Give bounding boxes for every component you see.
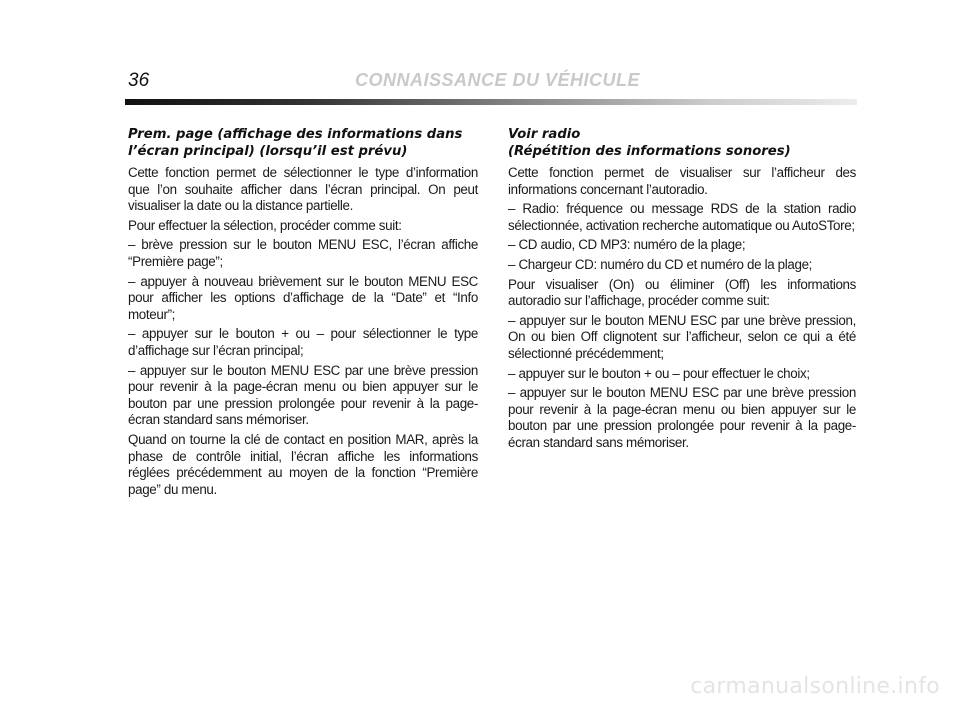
heading-line: (Répétition des informations sonores) xyxy=(508,144,791,159)
paragraph: Pour visualiser (On) ou éliminer (Off) les informations autoradio sur l’affichage, procéder comme suit: xyxy=(508,276,856,309)
section-heading-voir-radio xyxy=(508,126,856,160)
paragraph: Cette fonction permet de visualiser sur l’afficheur des informations concernant l’autoradio. xyxy=(508,165,856,197)
watermark: carmanualsonline.info xyxy=(690,674,940,699)
paragraph: – appuyer sur le bouton + ou – pour sélectionner le type d’affichage sur l’écran principal; xyxy=(128,326,478,358)
paragraph: – appuyer à nouveau brièvement sur le bouton MENU ESC pour afficher les options d’affichage de la “Date” et “Info moteur”; xyxy=(128,273,478,322)
header-rule xyxy=(125,99,857,105)
heading-line: Prem. page (affichage des informations dans xyxy=(128,127,463,142)
paragraph: – CD audio, CD MP3: numéro de la plage; xyxy=(508,237,746,253)
running-title: CONNAISSANCE DU VÉHICULE xyxy=(355,70,641,90)
paragraph: – appuyer sur le bouton MENU ESC par une brève pression, On ou bien Off clignotent sur l’afficheur, selon ce qui a été sélectionné précédemment; xyxy=(508,312,856,361)
page-number: 36 xyxy=(128,70,150,91)
paragraph: – appuyer sur le bouton MENU ESC par une brève pression pour revenir à la page-écran menu ou bien appuyer sur le bouton par une pression prolongée pour revenir à la page-écran standard sans mémoriser. xyxy=(128,362,478,428)
left-column xyxy=(128,126,478,501)
right-column xyxy=(508,126,856,455)
section-heading-prem-page xyxy=(128,126,478,160)
paragraph: – Chargeur CD: numéro du CD et numéro de la plage; xyxy=(508,256,813,272)
paragraph: – appuyer sur le bouton MENU ESC par une brève pression pour revenir à la page-écran menu ou bien appuyer sur le bouton par une pression prolongée pour revenir à la page-écran standard sans mémoriser. xyxy=(508,385,856,450)
paragraph: Pour effectuer la sélection, procéder comme suit: xyxy=(128,217,402,233)
paragraph: Cette fonction permet de sélectionner le type d’information que l’on souhaite afficher dans l’écran principal. On peut visualiser la date ou la distance partielle. xyxy=(128,165,478,214)
paragraph: Quand on tourne la clé de contact en position MAR, après la phase de contrôle initial, l’écran affiche les informations réglées précédemment au moyen de la fonction “Première page” du menu. xyxy=(128,431,478,497)
paragraph: – brève pression sur le bouton MENU ESC, l’écran affiche “Première page”; xyxy=(128,237,478,269)
paragraph: – Radio: fréquence ou message RDS de la station radio sélectionnée, activation recherche automatique ou AutoSTore; xyxy=(508,201,856,233)
heading-line: Voir radio xyxy=(508,127,581,142)
heading-line: l’écran principal) (lorsqu’il est prévu) xyxy=(128,144,408,159)
paragraph: – appuyer sur le bouton + ou – pour effectuer le choix; xyxy=(508,365,810,381)
